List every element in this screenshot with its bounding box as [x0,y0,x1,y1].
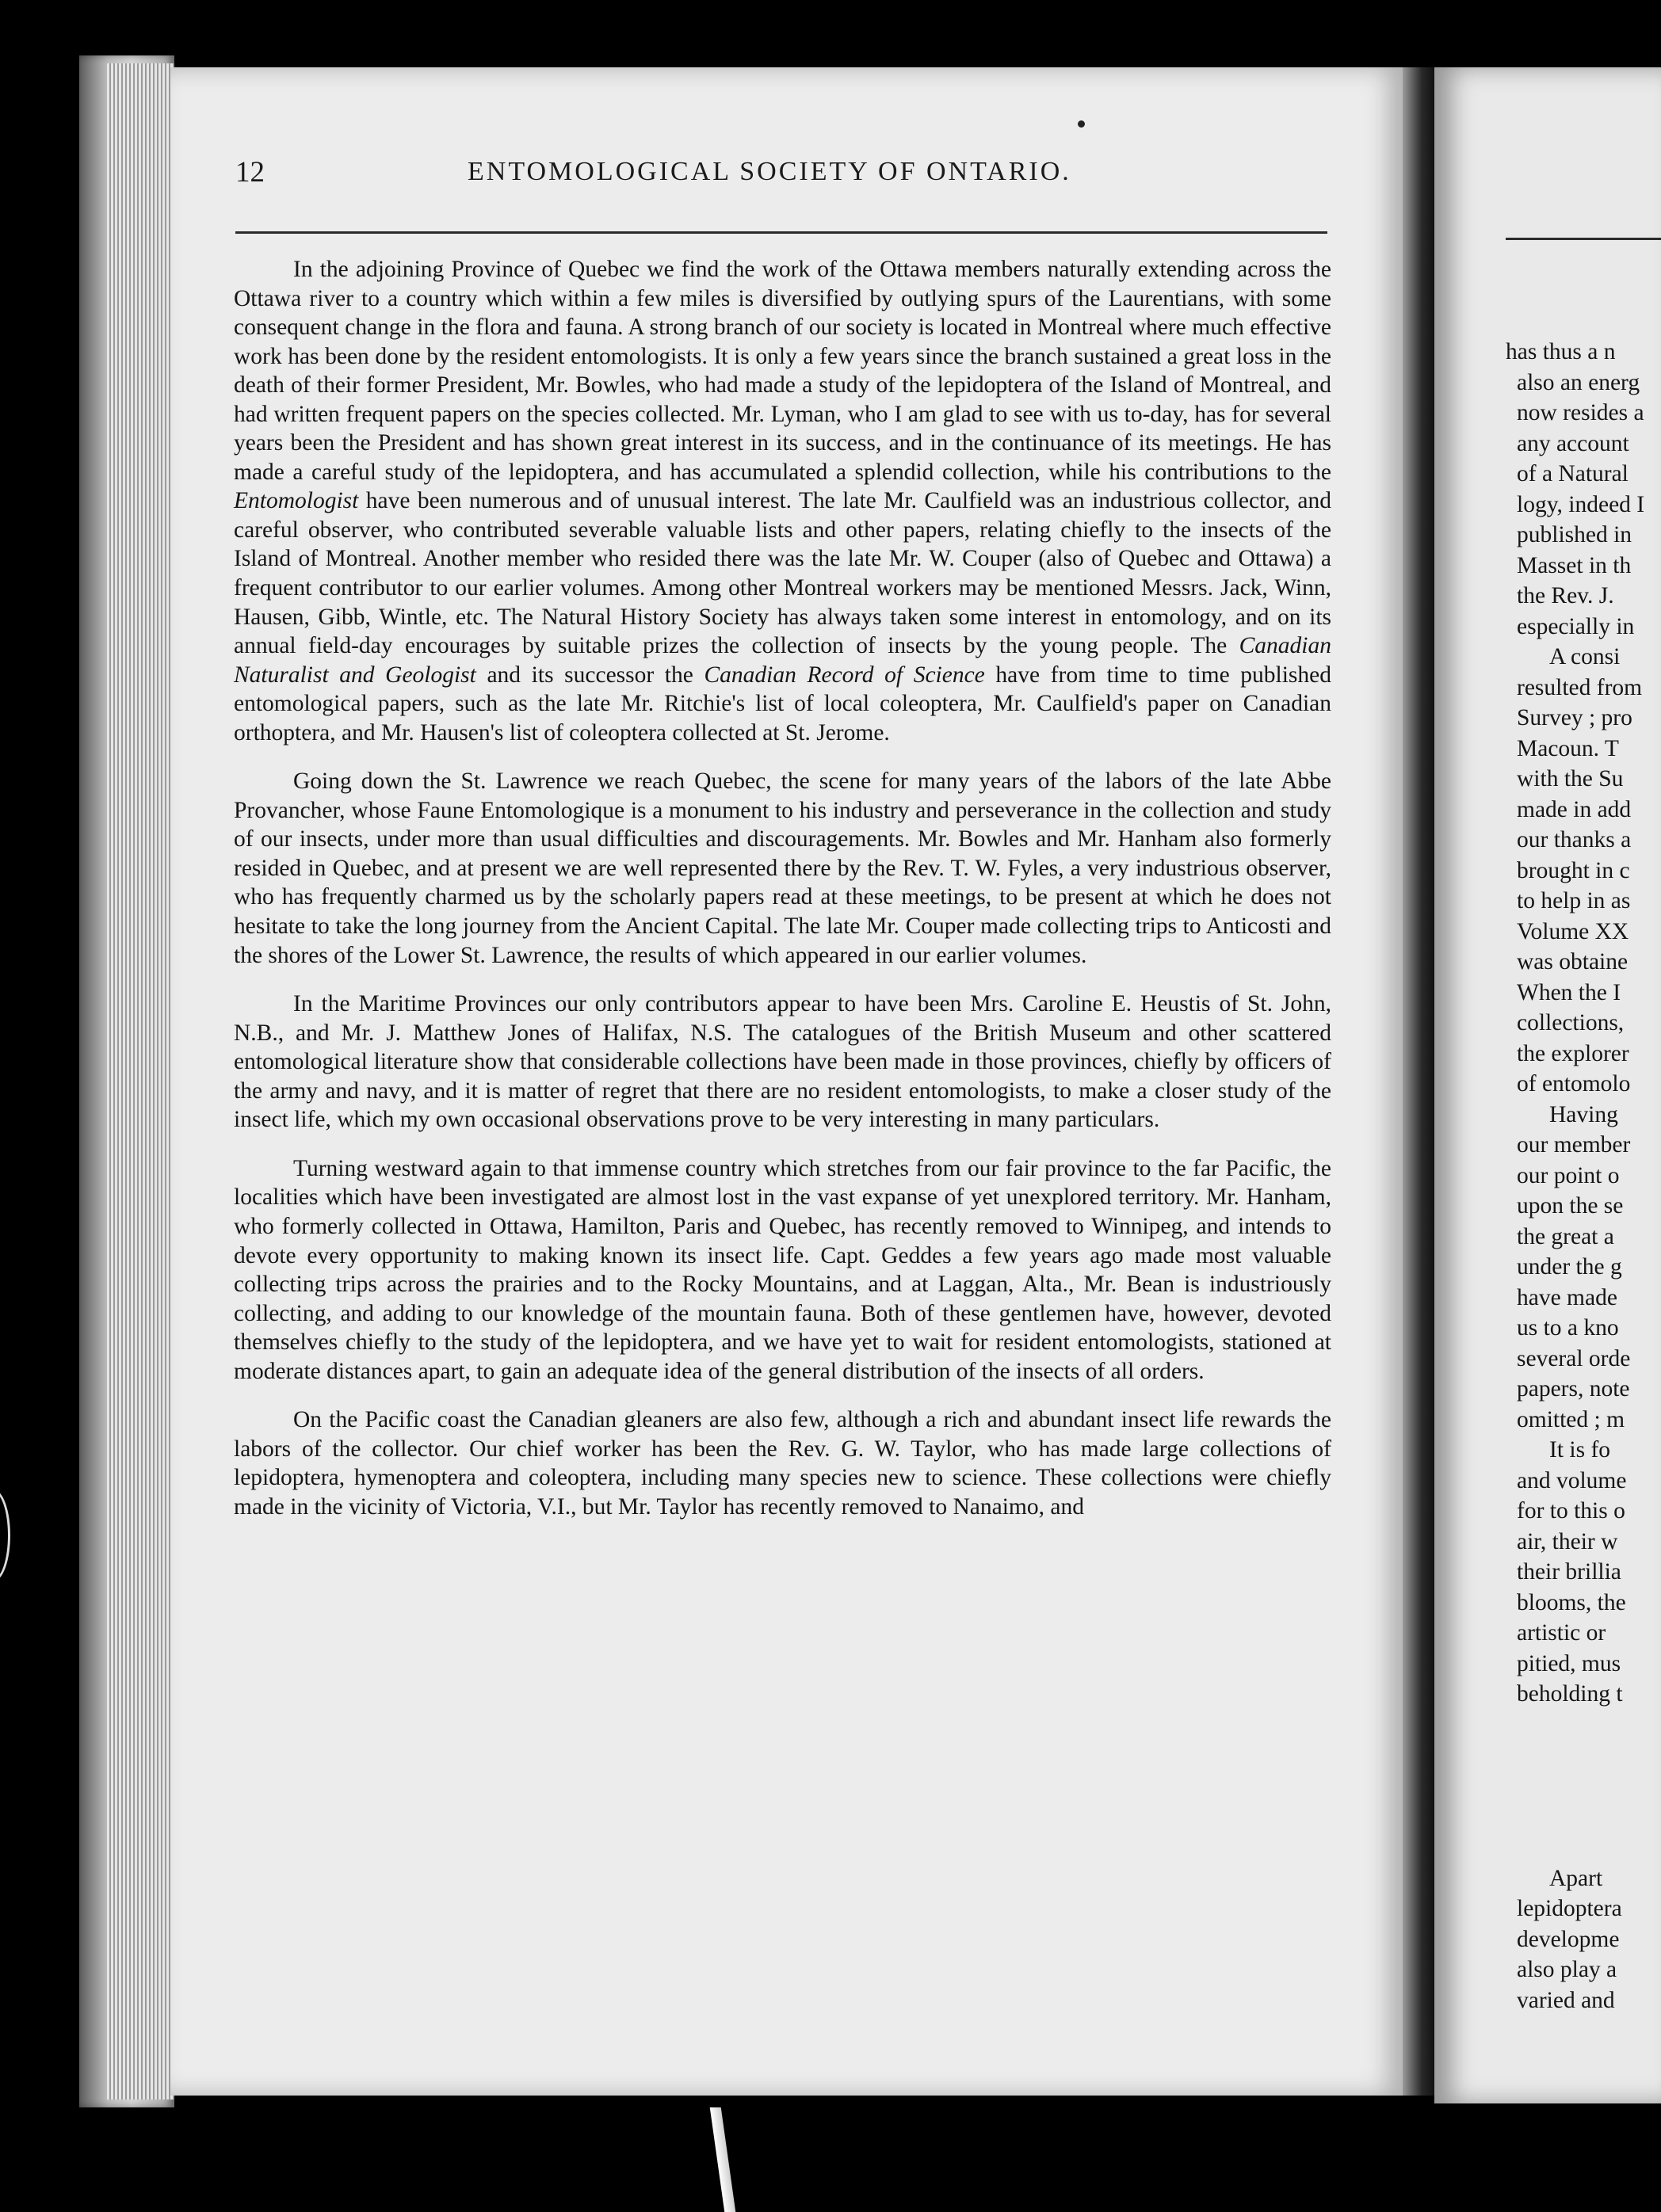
body-text [234,255,1331,1521]
right-line: their brillia [1517,1559,1621,1585]
right-page [1434,67,1661,2103]
right-line: the great a [1517,1223,1614,1249]
paragraph-westward: Turning westward again to that immense country which stretches from our fair province to the far Pacific, the localities which have been investigated are almost lost in the vast expanse of yet unexplored territory. Mr. Hanham, who formerly collected in Ottawa, Hamilton, Paris and Quebec, has recently removed to Winnipeg, and intends to devote every opportunity to making known its insect life. Capt. Geddes a few years ago made most valuable collecting trips across the prairies and to the Rocky Mountains, and at Laggan, Alta., Mr. Bean is industriously collecting, and adding to our knowledge of the mountain fauna. Both of these gentlemen have, however, devoted themselves chiefly to the study of the lepidoptera, and we have yet to wait for resident entomologists, stationed at moderate distances apart, to gain an adequate idea of the general distribution of the insects of all orders. [234,1155,1331,1384]
paragraph-pacific: On the Pacific coast the Canadian gleaners are also few, although a rich and abundant insect life rewards the labors of the collector. Our chief worker has been the Rev. G. W. Taylor, who has made large collections of lepidoptera, hymenoptera and coleoptera, including many species new to science. These collections were chiefly made in the vicinity of Victoria, V.I., but Mr. Taylor has recently removed to Nanaimo, and [234,1407,1331,1520]
paragraph-st-lawrence: Going down the St. Lawrence we reach Quebec, the scene for many years of the labors of the late Abbe Provancher, whose Faune Entomologique is a monument to his industry and perseverance in the collection and study of our insects, under more than usual difficulties and discouragements. Mr. Bowles and Mr. Hanham also formerly resided in Quebec, and at present we are well represented there by the Rev. T. W. Fyles, a very industrious observer, who has frequently charmed us by the scholarly papers read at these meetings, to be present at which he does not hesitate to take the long journey from the Ancient Capital. The late Mr. Couper made collecting trips to Anticosti and the shores of the Lower St. Lawrence, the results of which appeared in our earlier volumes. [234,768,1331,968]
right-line: Volume XX [1517,918,1629,944]
paragraph-quebec-text-1: In the adjoining Province of Quebec we find the work of the Ottawa members naturally extending across the Ottawa river to a country which within a few miles is diversified by outlying spurs of the Laurentians, with some consequent change in the flora and fauna. A strong branch of our society is located in Montreal where much effective work has been done by the resident entomologists. It is only a few years since the branch sustained a great loss in the death of their former President, Mr. Bowles, who had made a study of the lepidoptera of the Island of Montreal, and had written frequent papers on the species collected. Mr. Lyman, who I am glad to see with us to-day, has for several years been the President and has shown great interest in its success, and in the continuance of its meetings. He has made a careful study of the lepidoptera, and has accumulated a splendid collection, while his contributions to the [234,257,1331,485]
right-line: the explorer [1517,1040,1629,1066]
ink-dot [1078,120,1085,128]
right-line: to help in as [1517,888,1631,913]
paragraph-quebec [234,255,1331,747]
right-line: was obtaine [1517,949,1629,974]
paragraph-quebec-text-2: have been numerous and of unusual interest. The late Mr. Caulfield was an industrious collector, and careful observer, who contributed severable valuable lists and other papers, relating chiefly to the insects of the Island of Montreal. Another member who resided there was the late Mr. W. Couper (also of Quebec and Ottawa) a frequent contributor to our earlier volumes. Among other Montreal workers may be mentioned Messrs. Jack, Winn, Hausen, Gibb, Wintle, etc. The Natural History Society has always taken some interest in entomology, and on its annual field-day encourages by suitable prizes the collection of insects by the young people. The [234,488,1331,659]
right-line: published in [1517,522,1632,547]
right-line: omitted ; m [1517,1406,1625,1432]
italic-canadian-naturalist: Canadian Naturalist and Geologist [234,633,1331,688]
right-line: our member [1517,1132,1631,1157]
right-page-text [1506,337,1644,2016]
right-line: has thus a n [1506,339,1616,364]
right-line: A consi [1549,644,1621,669]
right-line: lepidoptera [1517,1896,1622,1921]
scan-artifact-arc [0,1489,10,1581]
paragraph-quebec-text-4: have from time to time published entomological papers, such as the late Mr. Ritchie's list of local coleoptera, Mr. Caulfield's paper on Canadian orthoptera, and Mr. Hausen's list of coleoptera collected at St. Jerome. [234,662,1331,746]
right-line: made in add [1517,796,1632,822]
right-blank-space [1506,1710,1644,1863]
right-line: It is fo [1549,1437,1611,1463]
right-line: air, their w [1517,1528,1618,1554]
right-line: artistic or [1517,1620,1606,1646]
paragraph-maritime: In the Maritime Provinces our only contributors appear to have been Mrs. Caroline E. Heustis of St. John, N.B., and Mr. J. Matthew Jones of Halifax, N.S. The catalogues of the British Museum and other scattered entomological literature show that considerable collections have been made in those provinces, chiefly by officers of the army and navy, and it is matter of regret that there are no resident entomologists, to make a closer study of the insect life, which my own occasional observations prove to be very interesting in many particulars. [234,991,1331,1133]
right-line: pitied, mus [1517,1650,1621,1676]
right-line: resulted from [1517,674,1643,700]
page-number: 12 [235,156,265,189]
paragraph-quebec-text-3: and its successor the [475,662,704,688]
right-line: blooms, the [1517,1589,1626,1615]
right-line: our point o [1517,1162,1620,1188]
right-line: the Rev. J. [1517,583,1614,608]
right-line: Macoun. T [1517,735,1619,761]
gutter-shadow [1403,67,1434,2096]
right-line: any account [1517,430,1629,456]
right-line: for to this o [1517,1498,1625,1524]
right-line: especially in [1517,613,1635,639]
page-stack-edge [107,63,174,2099]
right-line: under the g [1517,1254,1622,1280]
right-line: beholding t [1517,1681,1623,1707]
right-line: and volume [1517,1467,1627,1493]
right-line: of a Natural [1517,461,1629,486]
right-line: of entomolo [1517,1071,1631,1096]
right-line: our thanks a [1517,827,1632,852]
right-line: with the Su [1517,766,1624,791]
right-line: also an energ [1517,369,1640,395]
right-line: upon the se [1517,1193,1624,1219]
header-rule [235,231,1327,234]
right-line: Apart [1549,1865,1603,1891]
running-head: ENTOMOLOGICAL SOCIETY OF ONTARIO. [468,157,1071,186]
right-line: varied and [1517,1987,1615,2013]
italic-canadian-record: Canadian Record of Science [704,662,985,688]
right-line: logy, indeed I [1517,491,1645,517]
right-line: Having [1549,1101,1618,1127]
right-line: Masset in th [1517,552,1632,578]
right-header-rule [1506,238,1661,240]
right-line: us to a kno [1517,1315,1619,1341]
right-line: developme [1517,1926,1620,1952]
bookmark-string [710,2107,736,2212]
right-line: collections, [1517,1010,1625,1035]
right-line: brought in c [1517,857,1630,883]
right-line: several orde [1517,1345,1631,1371]
right-line: papers, note [1517,1376,1630,1402]
right-line: have made [1517,1284,1617,1310]
italic-entomologist: Entomologist [234,488,359,514]
right-line: also play a [1517,1957,1617,1982]
right-line: When the I [1517,979,1621,1005]
right-line: Survey ; pro [1517,705,1632,730]
right-line: now resides a [1517,400,1644,425]
